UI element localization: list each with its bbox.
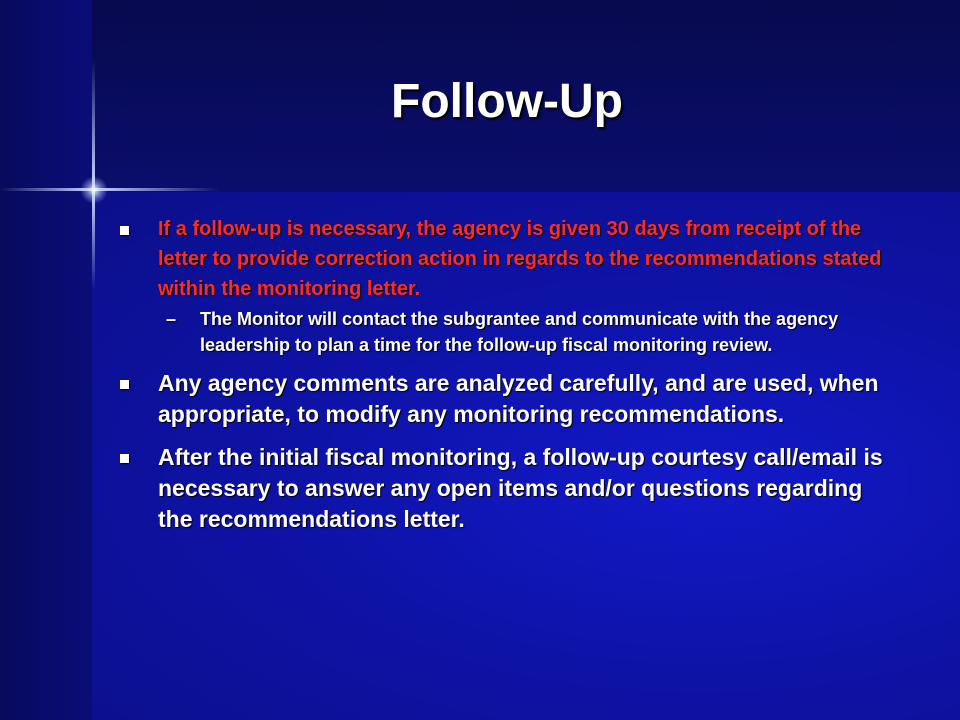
sub-bullet-text: The Monitor will contact the subgrantee and communicate with the agency leadership to plan a time for the follow-up fiscal monitoring review. <box>200 309 839 355</box>
bullet-text: If a follow-up is necessary, the agency is given 30 days from receipt of the letter to provide correction action in regards to the recommendations stated within the monitoring letter. <box>158 218 882 300</box>
star-sparkle-icon-horizontal <box>0 188 220 191</box>
slide-title: Follow-Up <box>391 75 623 128</box>
star-sparkle-icon <box>80 176 108 204</box>
square-bullet-icon <box>120 380 129 389</box>
bullet-item-courtesy-call <box>118 442 888 535</box>
sub-bullet-monitor-contact <box>118 306 888 358</box>
bullet-item-agency-comments <box>118 368 888 430</box>
bullet-text: After the initial fiscal monitoring, a follow-up courtesy call/email is necessary to answer any open items and/or questions regarding the recommendations letter. <box>158 444 883 532</box>
square-bullet-icon <box>120 454 129 463</box>
dash-marker: – <box>166 309 177 329</box>
left-band <box>0 0 92 720</box>
bullet-text: Any agency comments are analyzed carefully, and are used, when appropriate, to modify any monitoring recommendations. <box>158 370 879 427</box>
bullet-item-follow-up-necessary <box>118 214 888 304</box>
square-bullet-icon <box>120 226 129 235</box>
bullet-list <box>118 214 888 535</box>
